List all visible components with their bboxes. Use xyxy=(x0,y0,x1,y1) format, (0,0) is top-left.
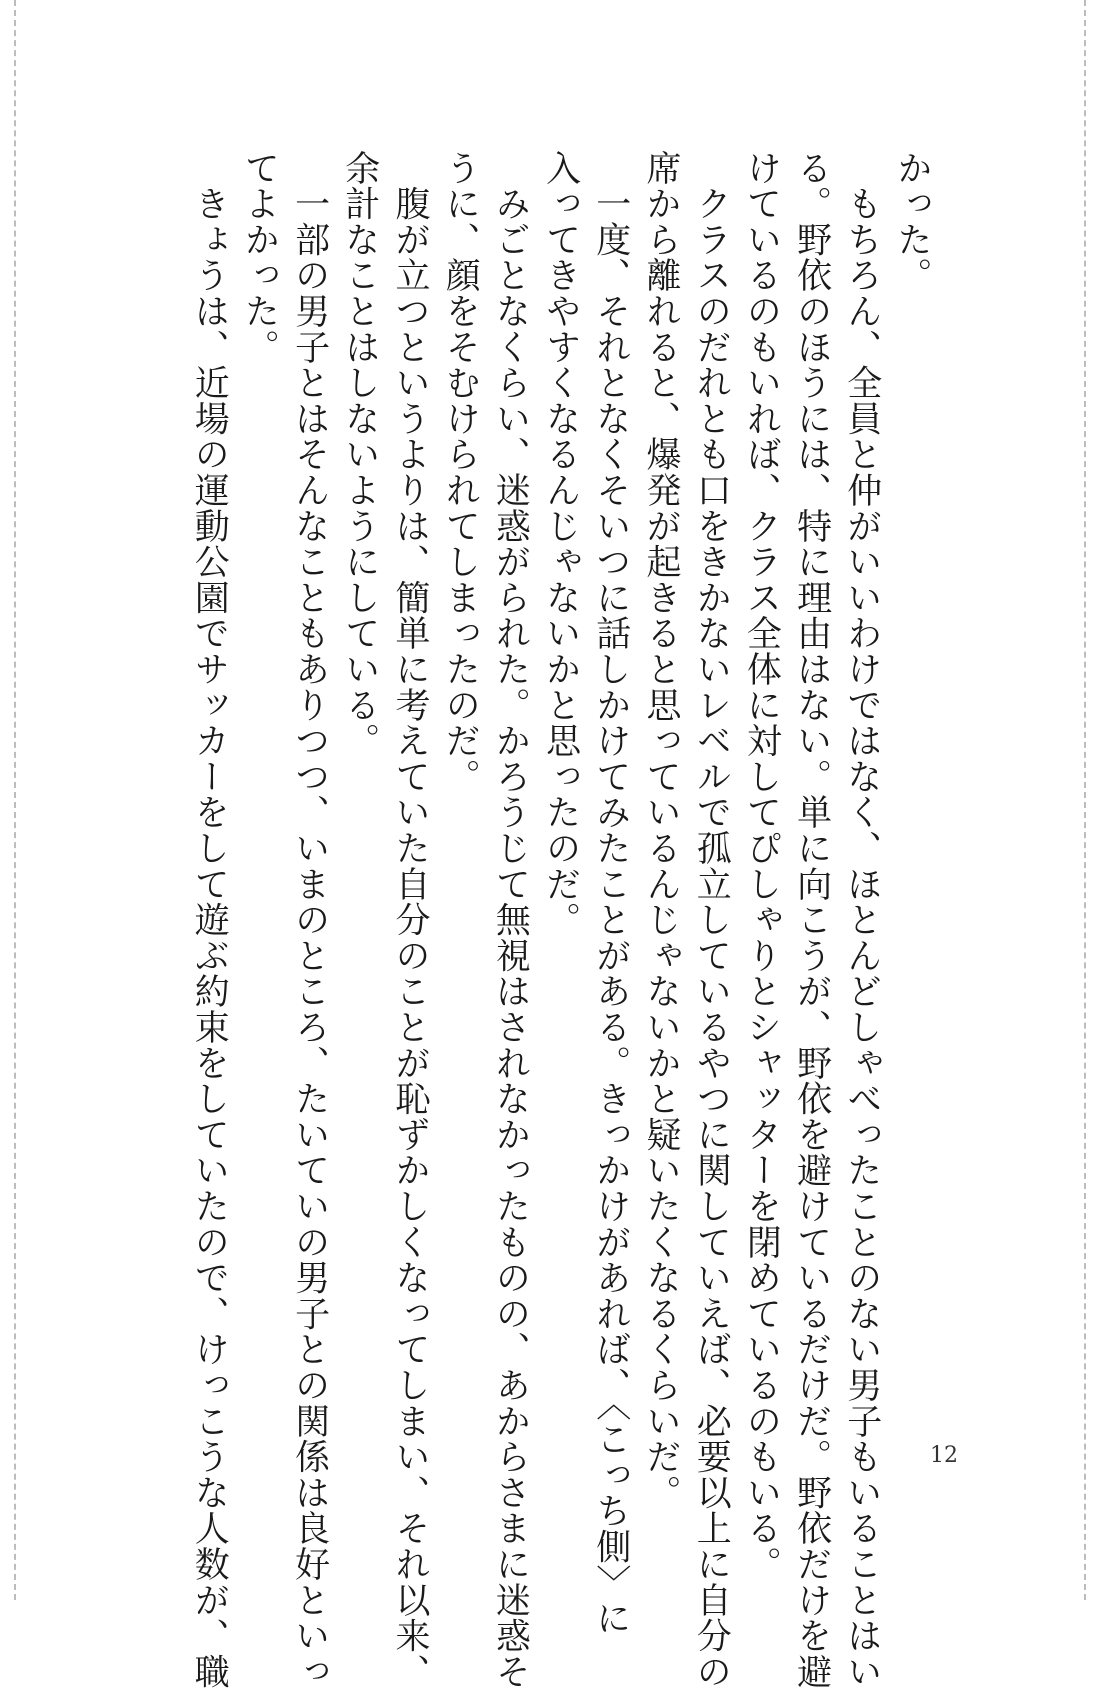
text-column-2: もちろん、全員と仲がいいわけではなく、ほとんどしゃべったことのない男子もいることはい xyxy=(841,150,882,1689)
text-column-9: みごとなくらい、迷惑がられた。かろうじて無視はされなかったものの、あからさまに迷惑そ xyxy=(490,150,531,1689)
text-column-7: 一度、それとなくそいつに話しかけてみたことがある。きっかけがあれば、〈こっち側〉に xyxy=(590,150,631,1637)
text-column-11: 腹が立つというよりは、簡単に考えていた自分のことが恥ずかしくなってしまい、それ以来、 xyxy=(390,150,430,1689)
text-column-4: けているのもいれば、クラス全体に対してぴしゃりとシャッターを閉めているのもいる。 xyxy=(741,150,782,1582)
text-column-8: 入ってきやすくなるんじゃないかと思ったのだ。 xyxy=(540,150,581,938)
text-column-5: クラスのだれとも口をきかないレベルで孤立しているやつに関していえば、必要以上に自分の xyxy=(691,150,732,1689)
text-column-13: 一部の男子とはそんなこともありつつ、いまのところ、たいていの男子との関係は良好といっ xyxy=(289,150,330,1689)
text-column-15: きょうは、近場の運動公園でサッカーをして遊ぶ約束をしていたので、けっこうな人数が、職 xyxy=(189,150,230,1689)
page-edge-right xyxy=(1084,0,1086,1600)
text-column-1: かった。 xyxy=(892,150,932,294)
vertical-text-block xyxy=(189,150,940,1689)
page-edge-left xyxy=(14,0,16,1600)
text-column-3: る。野依のほうには、特に理由はない。単に向こうが、野依を避けているだけだ。野依だけを避 xyxy=(791,150,832,1689)
text-column-10: うに、顔をそむけられてしまったのだ。 xyxy=(440,150,481,795)
text-column-14: てよかった。 xyxy=(239,150,280,365)
text-column-12: 余計なことはしないようにしている。 xyxy=(339,150,380,759)
page-number: 12 xyxy=(930,1443,958,1468)
text-column-6: 席から離れると、爆発が起きると思っているんじゃないかと疑いたくなるくらいだ。 xyxy=(641,150,681,1511)
